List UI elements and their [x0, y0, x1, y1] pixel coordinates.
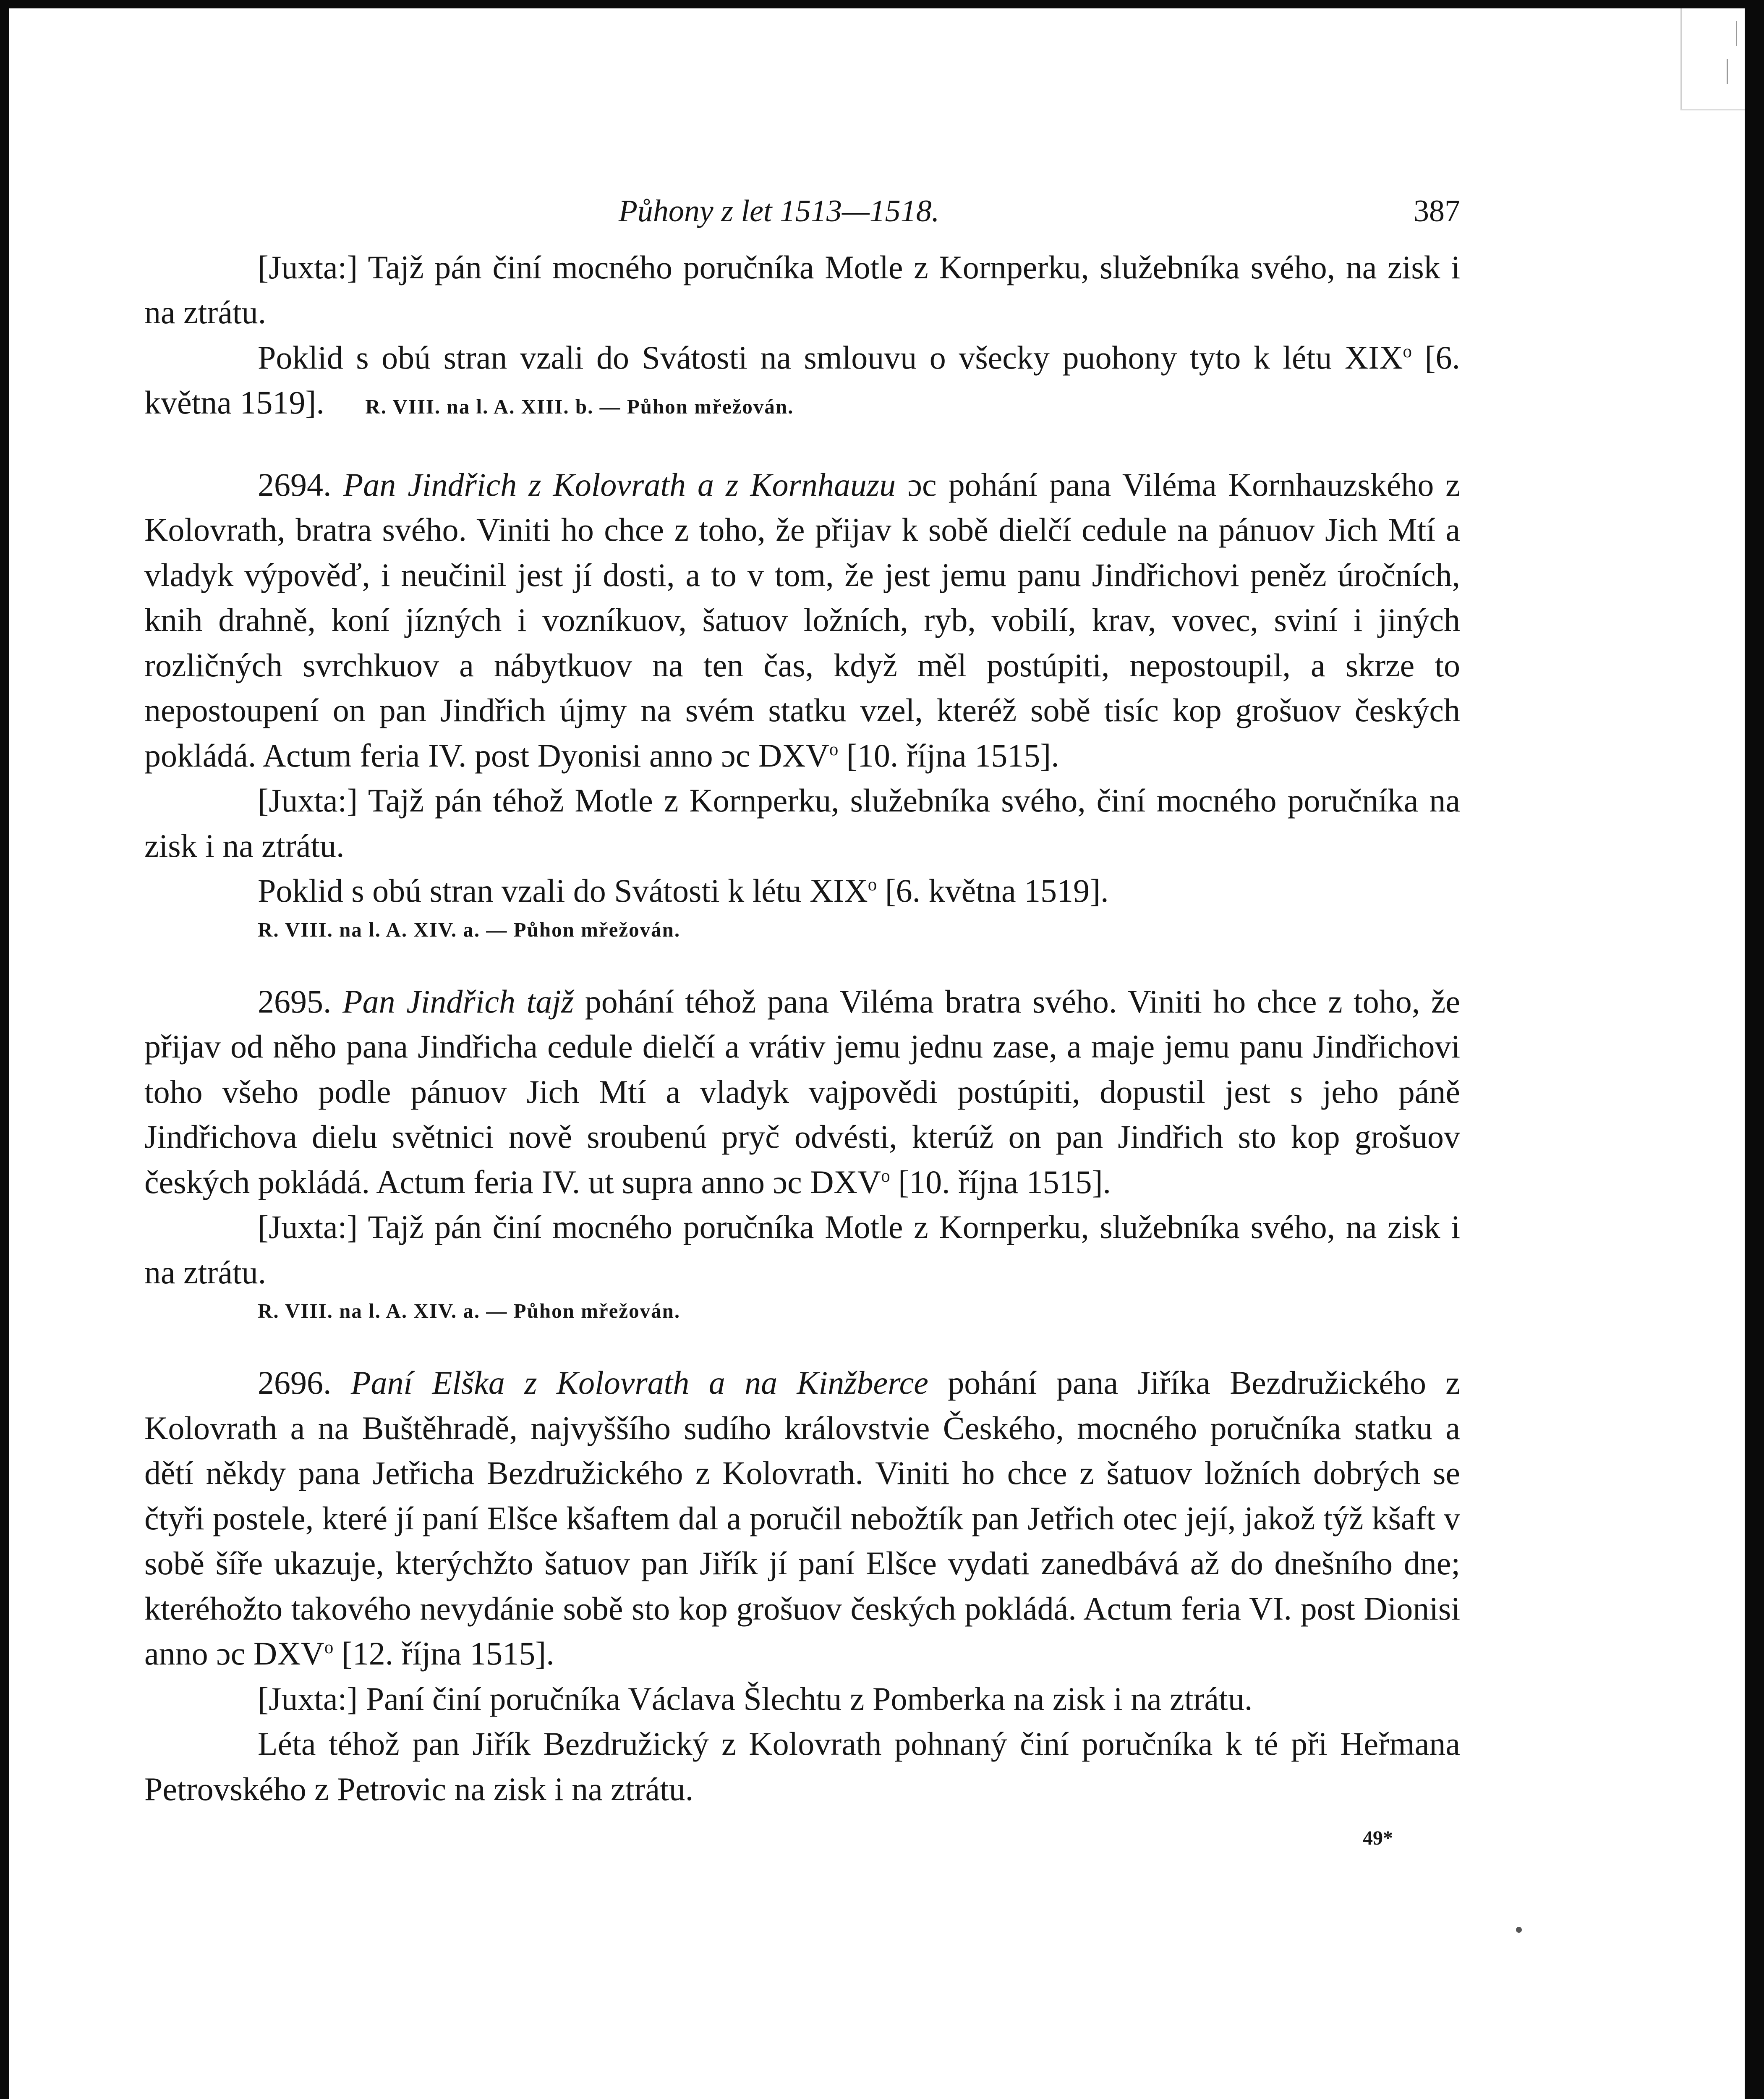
juxta-paragraph: [Juxta:] Tajž pán téhož Motle z Kornperku, služebníka svého, činí mocného poručníka na zisk i na ztrátu.	[144, 782, 1460, 864]
poklid-paragraph: Poklid s obú stran vzali do Svátosti k létu XIX$^o$ [6. května 1519].	[258, 872, 1109, 909]
entry-names: Pan Jindřich tajž	[342, 983, 574, 1020]
entry-number: 2695.	[258, 983, 332, 1020]
page-text	[144, 189, 1460, 1861]
scanned-page	[9, 8, 1745, 2099]
juxta-paragraph: [Juxta:] Tajž pán činí mocného poručníka Motle z Kornperku, služebníka svého, na zisk i na ztrátu.	[144, 1209, 1460, 1290]
scan-edge-marks	[1680, 8, 1745, 110]
entry-names: Paní Elška z Kolovrath a na Kinžberce	[350, 1364, 928, 1401]
poklid-paragraph: Poklid s obú stran vzali do Svátosti na smlouvu o všecky puohony tyto k létu XIX$^o$ [6. května 1519]. R. VIII. na l. A. XIII. b. — Půhon mřežován.	[144, 339, 1460, 421]
source-note: R. VIII. na l. A. XIV. a. — Půhon mřežován.	[258, 1299, 681, 1322]
entry-2695: 2695. Pan Jindřich tajž pohání téhož pana Viléma bratra svého. Viniti ho chce z toho, že přijav od něho pana Jindřicha cedule dielčí a vrátiv jemu jednu zase, a maje jemu panu Jindřichovi toho všeho podle pánuov Jich Mtí a vladyk vajpovědi postúpiti, dopustil jest s jeho páně Jindřichova dielu světnici nově sroubenú pryč odvésti, kterúž on pan Jindřich sto kop grošuov českých pokládá. Actum feria IV. ut supra anno ɔc DXV$^o$ [10. října 1515].	[144, 983, 1461, 1200]
juxta-paragraph: [Juxta:] Paní činí poručníka Václava Šlechtu z Pomberka na zisk i na ztrátu.	[258, 1680, 1253, 1717]
entry-2696: 2696. Paní Elška z Kolovrath a na Kinžberce pohání pana Jiříka Bezdružického z Kolovrath a na Buštěhradě, najvyššího sudího královstvie Českého, mocného poručníka statku a dětí někdy pana Jetřicha Bezdružického z Kolovrath. Viniti ho chce z šatuov ložních dobrých se čtyři postele, které jí paní Elšce kšaftem dal a poručil nebožtík pan Jetřich otec její, jakož týž kšaft v sobě šíře ukazuje, kterýchžto šatuov pan Jiřík jí paní Elšce vydati zanedbává až do dnešního dne; kteréhožto takového nevydánie sobě sto kop grošuov českých pokládá. Actum feria VI. post Dionisi anno ɔc DXV$^o$ [12. října 1515].	[144, 1364, 1461, 1672]
juxta-paragraph: [Juxta:] Tajž pán činí mocného poručníka Motle z Kornperku, služebníka svého, na zisk i na ztrátu.	[144, 249, 1460, 330]
running-title: Půhony z let 1513—1518.	[618, 194, 940, 228]
leta-paragraph: Léta téhož pan Jiřík Bezdružický z Kolovrath pohnaný činí poručníka k té při Heřmana Petrovského z Petrovic na zisk i na ztrátu.	[144, 1725, 1460, 1807]
entry-names: Pan Jindřich z Kolovrath a z Kornhauzu	[343, 466, 896, 503]
page-number: 387	[1414, 194, 1460, 228]
source-note: R. VIII. na l. A. XIII. b. — Půhon mřežován.	[365, 395, 794, 418]
source-note: R. VIII. na l. A. XIV. a. — Půhon mřežován.	[258, 918, 681, 941]
entry-number: 2696.	[258, 1364, 332, 1401]
page-header	[144, 189, 1460, 234]
entry-2694: 2694. Pan Jindřich z Kolovrath a z Kornhauzu ɔc pohání pana Viléma Kornhauzského z Kolovrath, bratra svého. Viniti ho chce z toho, že přijav k sobě dielčí cedule na pánuov Jich Mtí a vladyk výpověď, i neučinil jest jí dosti, a to v tom, že jest jemu panu Jindřichovi peněz úročních, knih drahně, koní jízných i vozníkuov, šatuov ložních, ryb, vobilí, krav, vovec, sviní i jiných rozličných svrchkuov a nábytkuov na ten čas, když měl postúpiti, nepostoupil, a skrze to nepostoupení on pan Jindřich újmy na svém statku vzel, kteréž sobě tisíc kop grošuov českých pokládá. Actum feria IV. post Dyonisi anno ɔc DXV$^o$ [10. října 1515].	[144, 466, 1460, 774]
entry-number: 2694.	[258, 466, 332, 503]
signature-mark: 49*	[1363, 1827, 1393, 1849]
margin-dot	[1516, 1927, 1522, 1933]
